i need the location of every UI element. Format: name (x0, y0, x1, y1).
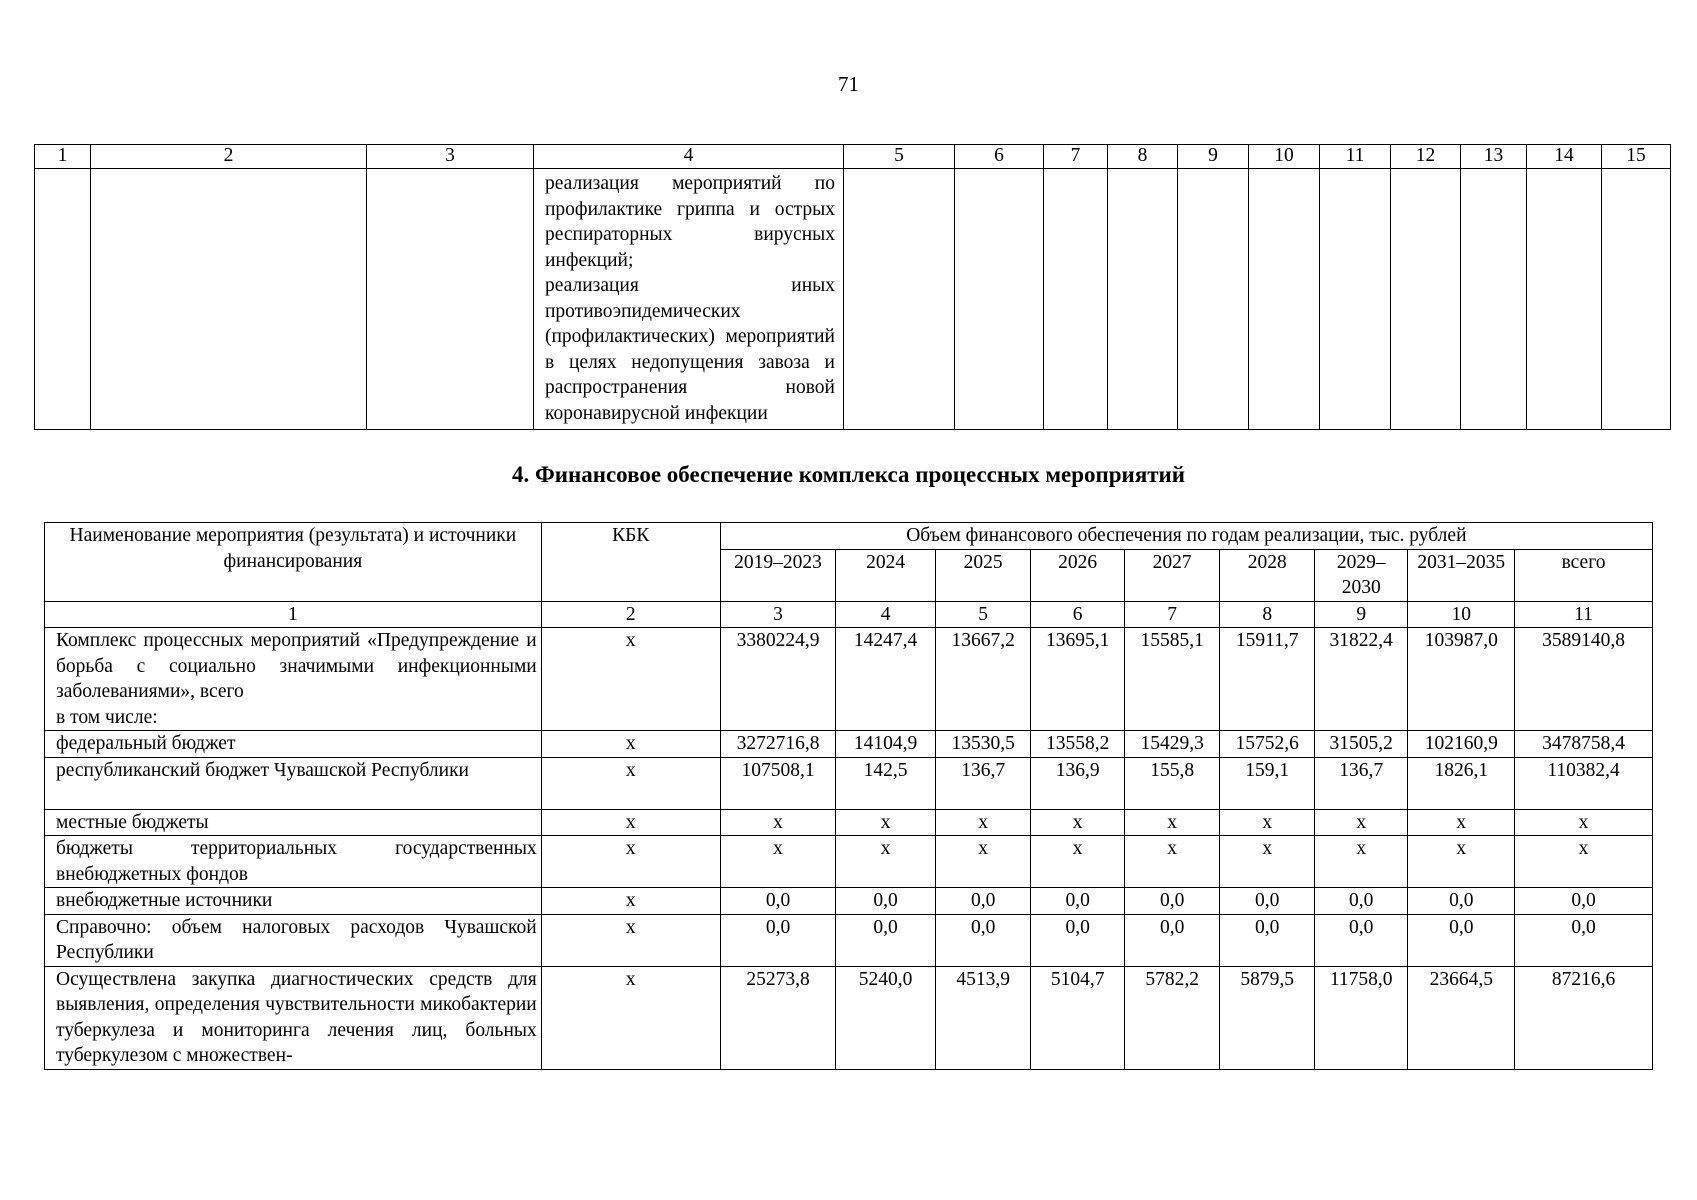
measure-line: реализация иных противоэпидемических (профилактических) мероприятий в целях недопущения завоза и распространения новой коронавирусной инфекции (545, 275, 835, 424)
value-cell: 0,0 (1515, 888, 1653, 915)
table-row (45, 836, 1653, 888)
value-cell: 5240,0 (836, 966, 936, 1069)
col-number: 3 (367, 145, 534, 169)
cell (367, 169, 534, 430)
row-name (45, 731, 542, 758)
value-cell: 0,0 (836, 914, 936, 966)
value-cell: 0,0 (1031, 914, 1125, 966)
continuation-body-row (35, 169, 1671, 430)
row-kbk: х (541, 888, 720, 915)
value-cell: 136,7 (1314, 757, 1408, 809)
column-number: 7 (1124, 601, 1220, 628)
value-cell: 0,0 (935, 888, 1031, 915)
table-row (45, 628, 1653, 731)
row-name (45, 888, 542, 915)
col-number: 12 (1391, 145, 1461, 169)
year-header: 2024 (836, 549, 936, 601)
value-cell: х (720, 836, 836, 888)
value-cell: 0,0 (1515, 914, 1653, 966)
value-cell: 15911,7 (1220, 628, 1315, 731)
cell (1391, 169, 1461, 430)
value-cell: 31822,4 (1314, 628, 1408, 731)
col-number: 5 (844, 145, 955, 169)
measure-line: реализация мероприятий по профилактике гриппа и острых респираторных вирусных инфекций; (545, 173, 835, 271)
column-number: 2 (541, 601, 720, 628)
row-kbk: х (541, 836, 720, 888)
section-title: 4. Финансовое обеспечение комплекса процессных мероприятий (511, 462, 1186, 487)
column-number: 9 (1314, 601, 1408, 628)
year-header: 2027 (1124, 549, 1220, 601)
value-cell: х (720, 809, 836, 836)
value-cell: 4513,9 (935, 966, 1031, 1069)
value-cell: 13530,5 (935, 731, 1031, 758)
col-number: 1 (35, 145, 91, 169)
row-kbk: х (541, 757, 720, 809)
column-number: 1 (45, 601, 542, 628)
value-cell: 0,0 (1314, 888, 1408, 915)
value-cell: 13695,1 (1031, 628, 1125, 731)
table-row (45, 914, 1653, 966)
column-number: 10 (1408, 601, 1515, 628)
value-cell: 155,8 (1124, 757, 1220, 809)
page-number: 71 (838, 72, 859, 96)
value-cell: 87216,6 (1515, 966, 1653, 1069)
col-number: 8 (1108, 145, 1178, 169)
value-cell: 142,5 (836, 757, 936, 809)
continuation-table (34, 144, 1671, 430)
row-kbk: х (541, 809, 720, 836)
value-cell: 0,0 (1220, 888, 1315, 915)
value-cell: х (1515, 809, 1653, 836)
value-cell: 3380224,9 (720, 628, 836, 731)
row-name-text: Справочно: объем налоговых расходов Чувашской Республики (56, 916, 537, 963)
cell (1249, 169, 1320, 430)
table-row (45, 809, 1653, 836)
table-row (45, 888, 1653, 915)
value-cell: 25273,8 (720, 966, 836, 1069)
column-number: 5 (935, 601, 1031, 628)
value-cell: 3478758,4 (1515, 731, 1653, 758)
col-number: 7 (1044, 145, 1108, 169)
year-header: 2019–2023 (720, 549, 836, 601)
column-number: 4 (836, 601, 936, 628)
year-header: 2029–2030 (1314, 549, 1408, 601)
row-name-text: Комплекс процессных мероприятий «Предупреждение и борьба с социально значимыми инфекционными заболеваниями», всего (56, 630, 537, 702)
value-cell: 0,0 (720, 914, 836, 966)
value-cell: х (1314, 809, 1408, 836)
row-name-text: Осуществлена закупка диагностических средств для выявления, определения чувствительности микобактерии туберкулеза и мониторинга лечения лиц, больных туберкулезом с множествен- (56, 968, 537, 1066)
col-number: 15 (1602, 145, 1671, 169)
year-header: всего (1515, 549, 1653, 601)
cell (1178, 169, 1249, 430)
row-name-text: бюджеты территориальных государственных внебюджетных фондов (56, 838, 537, 885)
value-cell: 0,0 (935, 914, 1031, 966)
cell (955, 169, 1044, 430)
col-number: 4 (534, 145, 844, 169)
value-cell: х (935, 809, 1031, 836)
value-cell: 3589140,8 (1515, 628, 1653, 731)
table-row (45, 757, 1653, 809)
value-cell: 15429,3 (1124, 731, 1220, 758)
value-cell: 0,0 (720, 888, 836, 915)
value-cell: 102160,9 (1408, 731, 1515, 758)
row-name-extra: в том числе: (56, 706, 158, 728)
col-number: 11 (1320, 145, 1391, 169)
column-number: 6 (1031, 601, 1125, 628)
column-number: 3 (720, 601, 836, 628)
row-kbk: х (541, 628, 720, 731)
col-number: 9 (1178, 145, 1249, 169)
value-cell: х (836, 836, 936, 888)
value-cell: 5879,5 (1220, 966, 1315, 1069)
row-kbk: х (541, 731, 720, 758)
value-cell: 5782,2 (1124, 966, 1220, 1069)
value-cell: 107508,1 (720, 757, 836, 809)
value-cell: х (1408, 836, 1515, 888)
col-number: 14 (1527, 145, 1602, 169)
measures-text-cell (534, 169, 844, 430)
value-cell: х (935, 836, 1031, 888)
column-number: 11 (1515, 601, 1653, 628)
column-number: 8 (1220, 601, 1315, 628)
value-cell: х (1220, 836, 1315, 888)
year-header: 2031–2035 (1408, 549, 1515, 601)
value-cell: х (1124, 809, 1220, 836)
value-cell: 136,7 (935, 757, 1031, 809)
value-cell: 23664,5 (1408, 966, 1515, 1069)
value-cell: 0,0 (1124, 914, 1220, 966)
year-header: 2028 (1220, 549, 1315, 601)
value-cell: 14247,4 (836, 628, 936, 731)
value-cell: 0,0 (1124, 888, 1220, 915)
value-cell: 31505,2 (1314, 731, 1408, 758)
header-kbk: КБК (541, 523, 720, 602)
value-cell: х (1314, 836, 1408, 888)
col-number: 13 (1461, 145, 1527, 169)
value-cell: 14104,9 (836, 731, 936, 758)
value-cell: 1826,1 (1408, 757, 1515, 809)
value-cell: 11758,0 (1314, 966, 1408, 1069)
cell (844, 169, 955, 430)
header-name: Наименование мероприятия (результата) и источники финансирования (45, 523, 542, 602)
value-cell: 136,9 (1031, 757, 1125, 809)
header-volume: Объем финансового обеспечения по годам реализации, тыс. рублей (720, 523, 1652, 550)
value-cell: 0,0 (1220, 914, 1315, 966)
row-name (45, 914, 542, 966)
row-name-text: местные бюджеты (56, 811, 209, 833)
finance-table (44, 522, 1653, 1070)
value-cell: 15752,6 (1220, 731, 1315, 758)
continuation-header-row (35, 145, 1671, 169)
value-cell: 159,1 (1220, 757, 1315, 809)
row-name (45, 628, 542, 731)
row-name (45, 836, 542, 888)
cell (35, 169, 91, 430)
value-cell: 0,0 (1314, 914, 1408, 966)
row-name-text: республиканский бюджет Чувашской Республики (56, 759, 469, 781)
value-cell: 0,0 (836, 888, 936, 915)
row-name-text: внебюджетные источники (56, 890, 273, 911)
value-cell: х (1124, 836, 1220, 888)
year-header: 2026 (1031, 549, 1125, 601)
value-cell: 5104,7 (1031, 966, 1125, 1069)
col-number: 6 (955, 145, 1044, 169)
value-cell: 110382,4 (1515, 757, 1653, 809)
value-cell: 0,0 (1408, 888, 1515, 915)
value-cell: 0,0 (1031, 888, 1125, 915)
value-cell: х (1031, 809, 1125, 836)
year-header: 2025 (935, 549, 1031, 601)
table-row (45, 966, 1653, 1069)
head-row-1 (45, 523, 1653, 550)
cell (1108, 169, 1178, 430)
cell (1044, 169, 1108, 430)
value-cell: 13558,2 (1031, 731, 1125, 758)
row-name-text: федеральный бюджет (56, 733, 236, 754)
cell (1602, 169, 1671, 430)
value-cell: 3272716,8 (720, 731, 836, 758)
value-cell: х (1515, 836, 1653, 888)
cell (91, 169, 367, 430)
head-row-numbers (45, 601, 1653, 628)
cell (1320, 169, 1391, 430)
value-cell: 13667,2 (935, 628, 1031, 731)
col-number: 2 (91, 145, 367, 169)
value-cell: 15585,1 (1124, 628, 1220, 731)
value-cell: х (1408, 809, 1515, 836)
cell (1527, 169, 1602, 430)
row-name (45, 966, 542, 1069)
value-cell: 0,0 (1408, 914, 1515, 966)
table-row (45, 731, 1653, 758)
row-name (45, 757, 542, 809)
row-name (45, 809, 542, 836)
value-cell: х (836, 809, 936, 836)
value-cell: 103987,0 (1408, 628, 1515, 731)
value-cell: х (1031, 836, 1125, 888)
row-kbk: х (541, 966, 720, 1069)
value-cell: х (1220, 809, 1315, 836)
col-number: 10 (1249, 145, 1320, 169)
cell (1461, 169, 1527, 430)
row-kbk: х (541, 914, 720, 966)
